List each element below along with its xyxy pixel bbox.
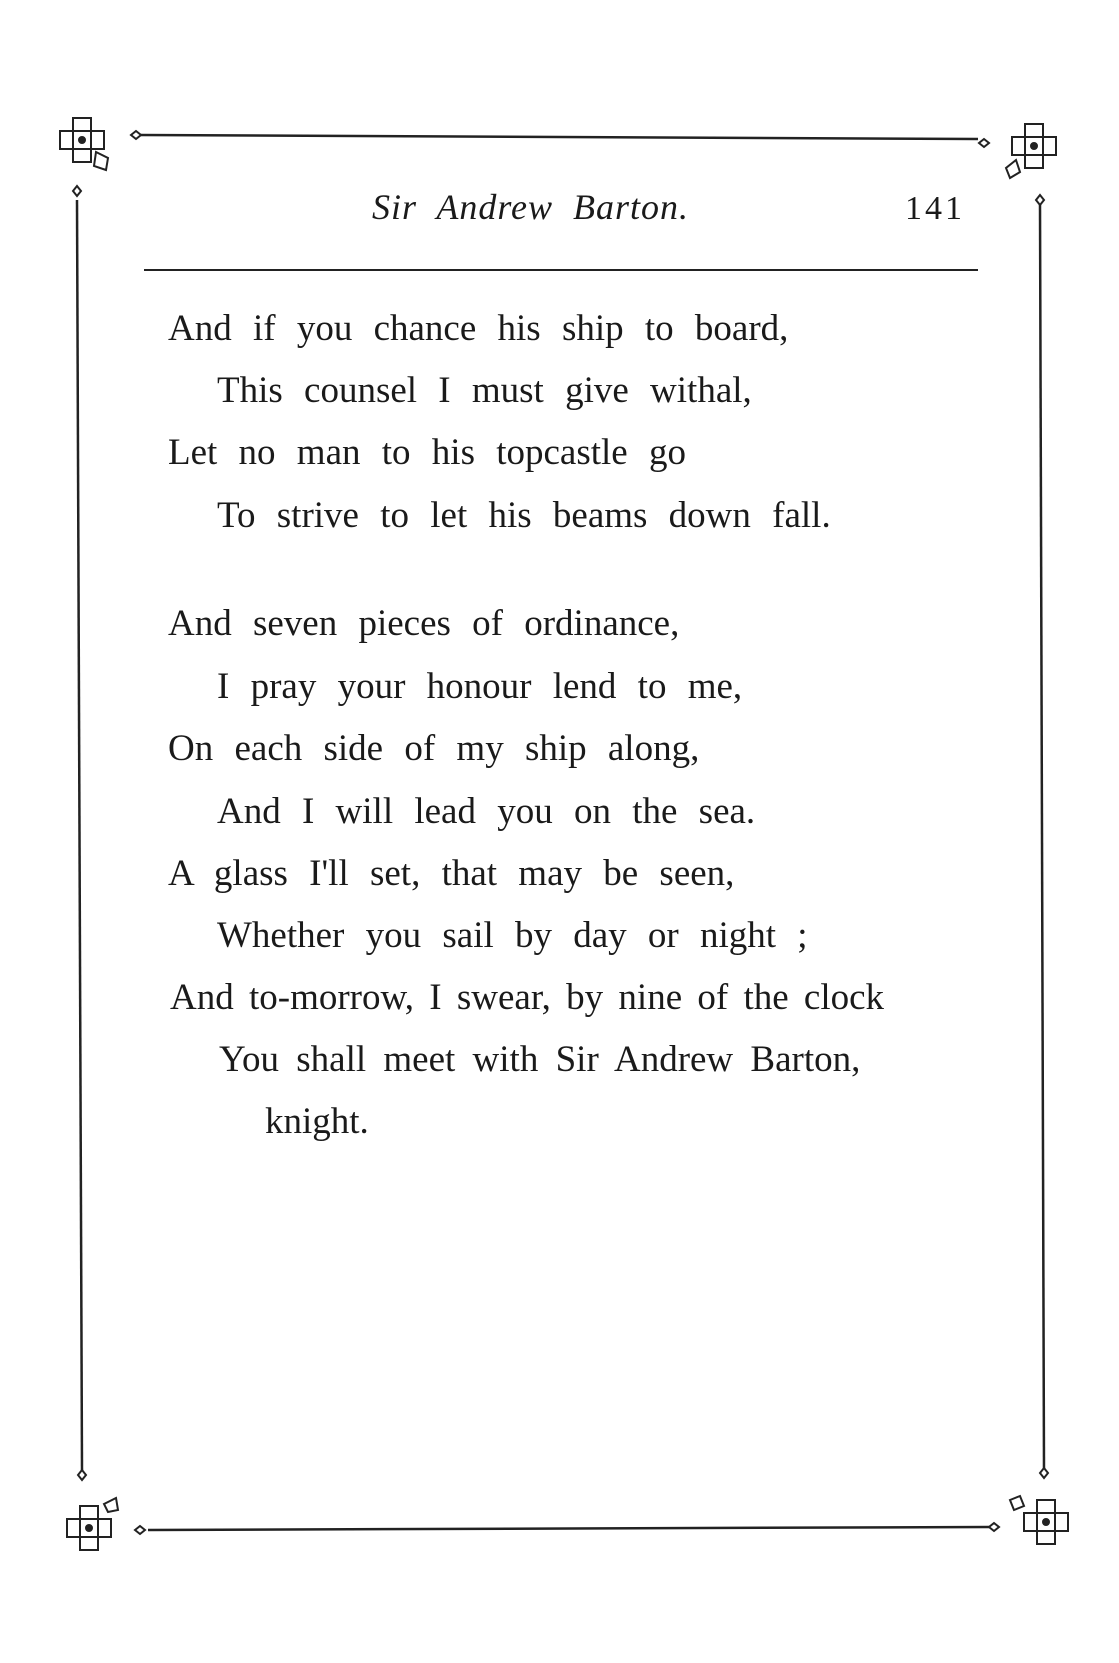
corner-ornament-bottom-left <box>67 1470 145 1550</box>
verse-line: And I will lead you on the sea. <box>217 791 756 832</box>
verse-line: And seven pieces of ordinance, <box>168 603 680 644</box>
verse-line: This counsel I must give withal, <box>217 370 752 411</box>
verse-line: knight. <box>265 1101 369 1142</box>
running-header-title: Sir Andrew Barton. <box>372 187 690 227</box>
corner-ornament-bottom-right <box>989 1468 1068 1544</box>
verse-line: On each side of my ship along, <box>168 728 700 769</box>
verse-line: To strive to let his beams down fall. <box>217 495 831 536</box>
corner-ornament-top-right <box>979 124 1056 205</box>
verse-line: I pray your honour lend to me, <box>217 666 743 707</box>
header-rule <box>144 269 978 271</box>
verse-line: And to-morrow, I swear, by nine of the clock <box>170 977 885 1018</box>
page-number: 141 <box>905 190 965 227</box>
verse-line: Let no man to his topcastle go <box>168 432 686 473</box>
corner-ornament-top-left <box>60 118 141 196</box>
verse-line: A glass I'll set, that may be seen, <box>168 853 735 894</box>
verse-line: Whether you sail by day or night ; <box>217 915 808 956</box>
verse-line: You shall meet with Sir Andrew Barton, <box>219 1039 861 1080</box>
verse-line: And if you chance his ship to board, <box>168 308 789 349</box>
